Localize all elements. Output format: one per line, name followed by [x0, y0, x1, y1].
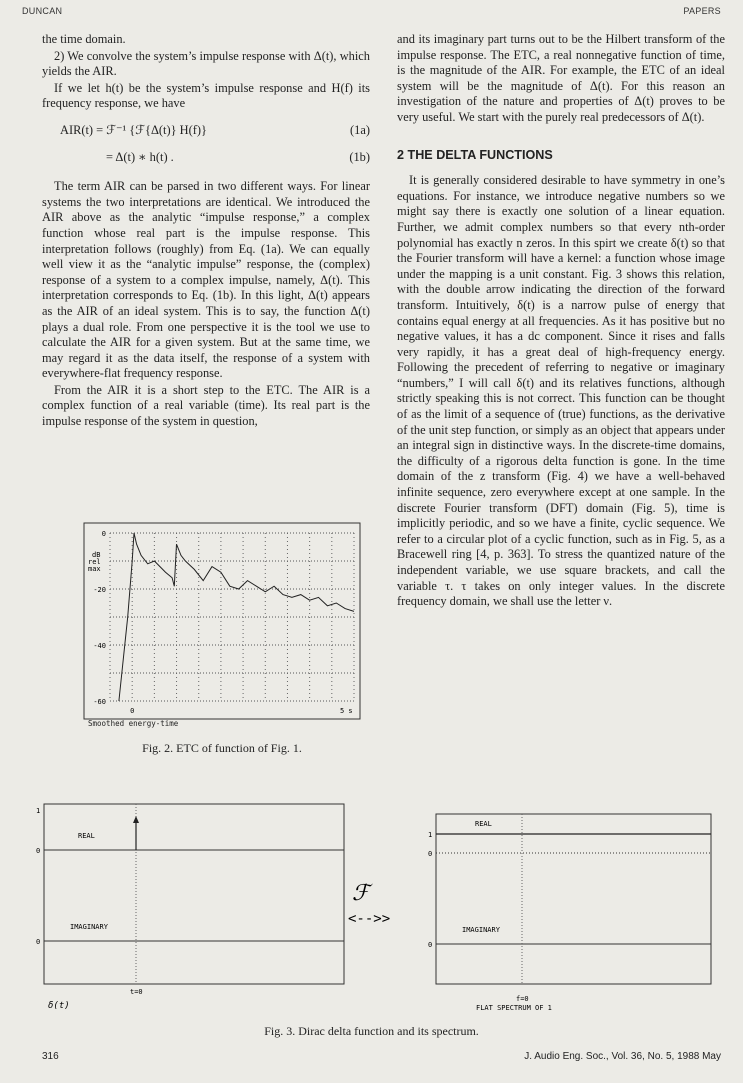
- equation-body: = Δ(t) ∗ h(t) .: [106, 149, 174, 164]
- paragraph: the time domain.: [42, 32, 126, 46]
- y-unit-label: rel: [88, 558, 101, 566]
- x-tick-label: 5 s: [340, 707, 353, 715]
- double-arrow-icon: <-->>: [348, 911, 391, 927]
- y-tick-label: -20: [93, 586, 106, 594]
- equation-number: (1a): [350, 122, 370, 137]
- equation-1a: [42, 123, 370, 139]
- y-tick-label: 1: [428, 831, 433, 839]
- spectrum-label: FLAT SPECTRUM OF 1: [476, 1004, 552, 1012]
- y-tick-label: 0: [101, 530, 106, 538]
- y-tick-label: 0: [36, 938, 41, 946]
- delta-time-plot: [36, 804, 344, 1011]
- x-axis-label: Smoothed energy-time: [88, 719, 179, 728]
- right-column: [397, 32, 725, 611]
- paragraph: If we let h(t) be the system’s impulse response and H(f) its frequency response, we have: [42, 80, 370, 111]
- fourier-transform-symbol: ℱ: [352, 881, 370, 906]
- y-unit-label: max: [88, 565, 101, 573]
- figure-3-caption: Fig. 3. Dirac delta function and its spectrum.: [264, 1024, 479, 1038]
- imaginary-part-label: IMAGINARY: [70, 923, 108, 931]
- y-tick-label: 0: [36, 847, 41, 855]
- page-number: 316: [42, 1051, 59, 1062]
- figure-3: [30, 798, 720, 1013]
- running-header-author: DUNCAN: [22, 6, 63, 16]
- arrow-up-icon: [133, 816, 139, 823]
- x-tick-label: t=0: [130, 988, 143, 996]
- flat-spectrum-plot: [428, 814, 711, 1012]
- etc-chart: [82, 521, 362, 721]
- equation-number: (1b): [349, 149, 370, 164]
- y-tick-label: 0: [428, 850, 433, 858]
- left-column: [42, 32, 370, 431]
- figure-2-caption: Fig. 2. ETC of function of Fig. 1.: [142, 741, 302, 755]
- paragraph: From the AIR it is a short step to the ETC. The AIR is a complex function of a real variable (time). Its real part is the impulse response of the system in question,: [42, 382, 370, 429]
- y-tick-label: 1: [36, 807, 41, 815]
- equation-body: AIR(t) = ℱ⁻¹ {ℱ{Δ(t)} H(f)}: [60, 122, 207, 137]
- equation-1b: [42, 150, 370, 166]
- real-part-label: REAL: [475, 820, 492, 828]
- paragraph: 2) We convolve the system’s impulse response with Δ(t), which yields the AIR.: [42, 48, 370, 79]
- y-tick-label: 0: [428, 941, 433, 949]
- y-tick-label: -60: [93, 698, 106, 706]
- paragraph: The term AIR can be parsed in two different ways. For linear systems the two interpretations are identical. We introduced the AIR above as the analytic “impulse response,” a complex function whose real part is the impulse response. This interpretation follows (roughly) from Eq. (1a). We can equally well view it as the “analytic impulse” response, the (complex) response of a system to a complex impulse, namely, Δ(t). This interpretation corresponds to Eq. (1b). In this light, Δ(t) appears as the AIR of an ideal system. This is to say, the function Δ(t) plays a dual role. From one perspective it is the tool we use to calculate the AIR for a given system. But at the same time, we may regard it as the data itself, the response of a system with everywhere-flat frequency response.: [42, 179, 370, 381]
- paragraph: and its imaginary part turns out to be the Hilbert transform of the impulse response. The ETC, a real nonnegative function of time, is the magnitude of the AIR. For example, the ETC of an ideal system will be the magnitude of Δ(t). For this reason an investigation of the nature and properties of Δ(t) proves to be very useful. We start with the purely real predecessors of Δ(t).: [397, 32, 725, 124]
- imaginary-part-label: IMAGINARY: [462, 926, 500, 934]
- paragraph: It is generally considered desirable to have symmetry in one’s equations. For instance, we introduce negative numbers so we might say there is exactly one solution of a linear equation. Further, we admit complex numbers so that every nth-order polynomial has exactly n zeros. In this spirt we create δ(t) so that the Fourier transform will have a kernel: a function whose image under the mapping is a unit constant. Fig. 3 shows this relation, with the double arrow indicating the direction of the forward transform. Intuitively, δ(t) is a narrow pulse of energy that contains equal energy at all frequencies. As it has positive but no negative values, it has a dc component. Since it rises and falls very rapidly, it has a great deal of high-frequency energy. Following the precedent of referring to negative or imaginary “numbers,” I will call δ(t) and its relatives functions, although strictly speaking this is not correct. This function can be thought of as the limit of a sequence of (true) functions, as the derivative of the unit step function, or simply as an object that appears under an integral sign in distinctive ways. In the discrete-time domains, the difficulty of a rigorous delta function is gone. In the time domain of the z transform (Fig. 4) we have a well-behaved infinite sequence, zero everywhere except at one sample. In the discrete Fourier transform (DFT) domain (Fig. 5), time is implicitly periodic, and so we have a finite, cyclic sequence. We refer to a circular plot of a cyclic function, such as in Fig. 5, as a Bracewell ring [4, p. 363]. To stress the quantized nature of the independent variable, we use square brackets, and call the variable τ. τ takes on only integer values. In the discrete frequency domain, we shall use the letter ν.: [397, 173, 725, 609]
- section-heading: 2 THE DELTA FUNCTIONS: [397, 147, 553, 162]
- y-unit-label: dB: [92, 551, 101, 559]
- journal-citation: J. Audio Eng. Soc., Vol. 36, No. 5, 1988 May: [524, 1051, 721, 1062]
- running-header-section: PAPERS: [683, 6, 721, 16]
- y-tick-label: -40: [93, 642, 106, 650]
- x-tick-label: 0: [130, 707, 135, 715]
- x-tick-label: f=0: [516, 995, 529, 1003]
- delta-symbol-label: δ(t): [48, 1001, 70, 1011]
- figure-2: [82, 521, 362, 726]
- real-part-label: REAL: [78, 832, 95, 840]
